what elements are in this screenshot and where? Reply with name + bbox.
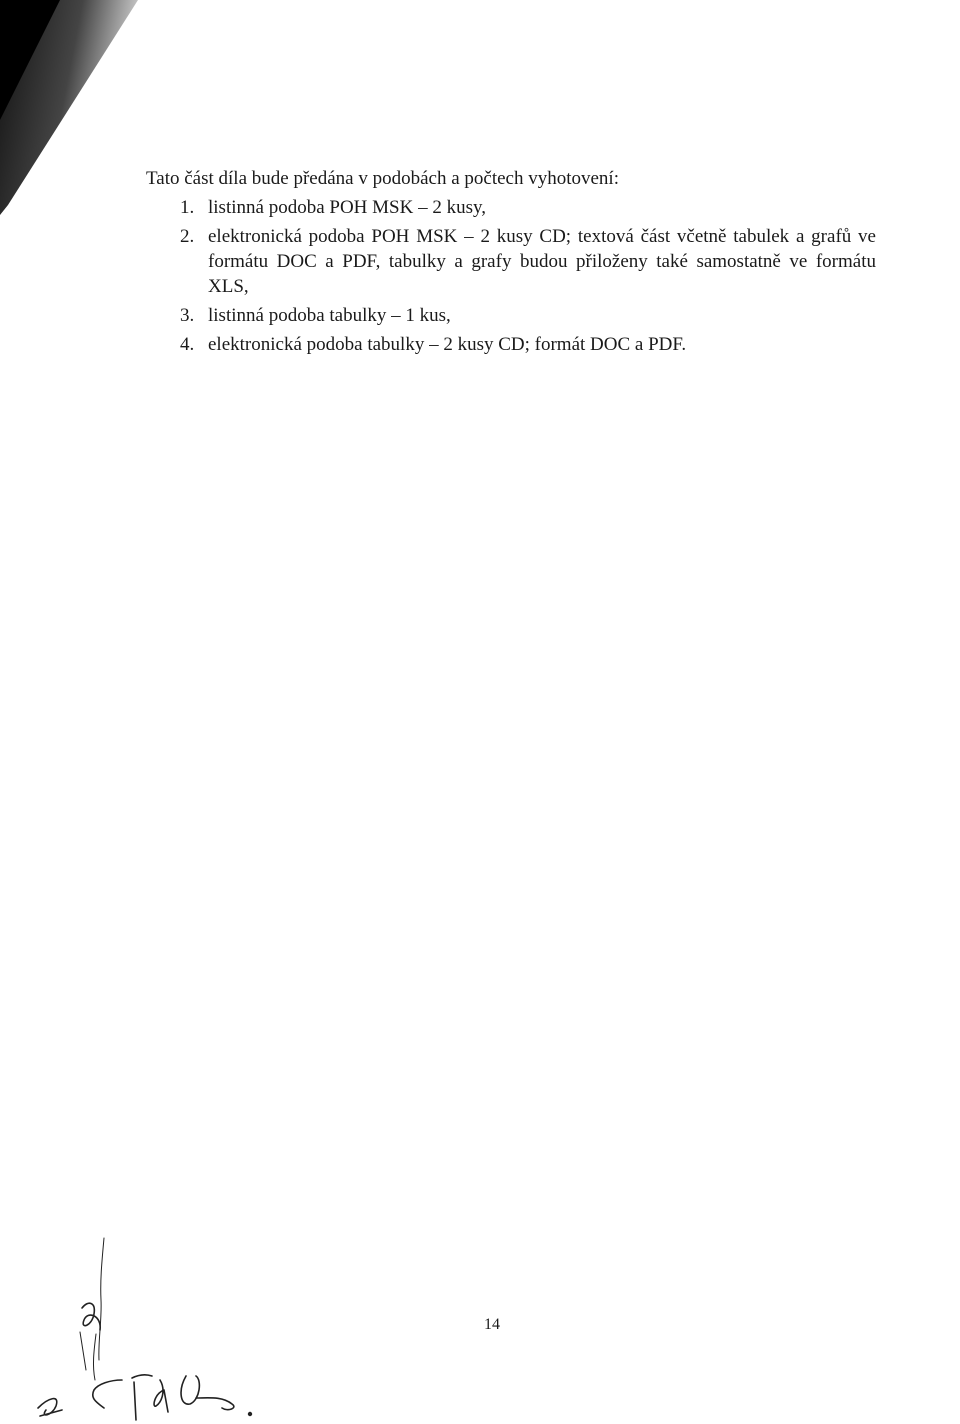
list-item-number: 1. bbox=[180, 197, 195, 218]
list-item bbox=[146, 224, 876, 299]
page-number: 14 bbox=[484, 1316, 500, 1333]
list-item-text: listinná podoba tabulky – 1 kus, bbox=[208, 305, 451, 326]
list-item-text: elektronická podoba POH MSK – 2 kusy CD; textová část včetně tabulek a grafů ve formátu DOC a PDF, tabulky a grafy budou přiloženy také samostatně ve formátu XLS, bbox=[208, 226, 876, 297]
list-item-number: 4. bbox=[180, 334, 195, 355]
scan-corner-shadow bbox=[0, 0, 140, 220]
list-item-number: 3. bbox=[180, 305, 195, 326]
list-item bbox=[146, 303, 876, 328]
list-item bbox=[146, 332, 876, 357]
list-item-number: 2. bbox=[180, 226, 195, 247]
list-item-text: elektronická podoba tabulky – 2 kusy CD; formát DOC a PDF. bbox=[208, 334, 687, 355]
intro-paragraph: Tato část díla bude předána v podobách a počtech vyhotovení: bbox=[146, 168, 619, 189]
list-item bbox=[146, 195, 876, 220]
list-item-text: listinná podoba POH MSK – 2 kusy, bbox=[208, 197, 486, 218]
delivery-list bbox=[146, 195, 876, 357]
handwritten-signatures bbox=[0, 1230, 320, 1424]
document-body bbox=[146, 166, 876, 361]
